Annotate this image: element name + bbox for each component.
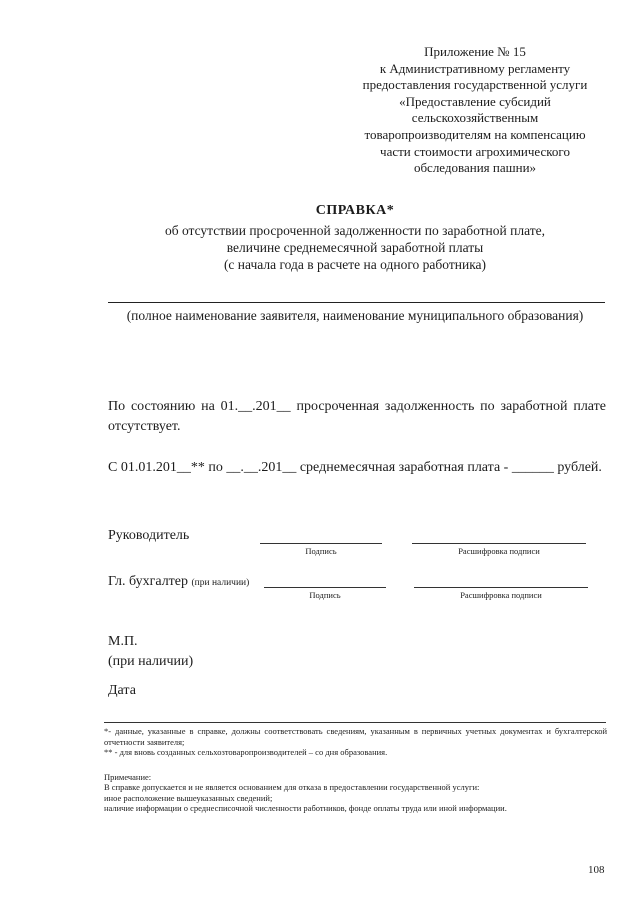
- appendix-line: части стоимости агрохимического: [380, 143, 570, 159]
- certificate-subtitle-line: (с начала года в расчете на одного работника): [223, 257, 487, 272]
- appendix-line: сельскохозяйственным: [411, 110, 539, 126]
- head-decoding-line[interactable]: [412, 543, 586, 544]
- stamp-label: М.П.: [108, 634, 138, 649]
- accountant-decoding-caption: Расшифровка подписи: [460, 590, 542, 600]
- accountant-signature-caption: Подпись: [309, 590, 341, 600]
- date-label: Дата: [108, 683, 136, 698]
- head-signature-caption: Подпись: [305, 546, 337, 556]
- stamp-note: (при наличии): [108, 654, 194, 669]
- appendix-line: Приложение № 15: [424, 44, 526, 59]
- stamp-block: [108, 632, 193, 672]
- footnote-divider: [104, 722, 606, 723]
- certificate-subtitle-line: об отсутствии просроченной задолженности по заработной плате,: [164, 223, 545, 238]
- remark-line: В справке допускается и не является основанием для отказа в предоставлении государственной услуги:: [104, 782, 480, 792]
- appendix-line: товаропроизводителям на компенсацию: [364, 126, 586, 142]
- footnote-1: *- данные, указанные в справке, должны соответствовать сведениям, указанным в первичных учетных документах и бухгалтерской отчетности заявителя;: [104, 726, 607, 747]
- head-decoding-caption: Расшифровка подписи: [458, 546, 540, 556]
- footnotes: [104, 726, 607, 814]
- head-signature-line[interactable]: [260, 543, 382, 544]
- remark-line: иное расположение вышеуказанных сведений;: [104, 792, 273, 803]
- accountant-label: Гл. бухгалтер: [108, 574, 189, 589]
- accountant-signature-line[interactable]: [264, 587, 386, 588]
- debt-status-paragraph: По состоянию на 01.__.201__ просроченная задолженность по заработной плате отсутствует.: [108, 399, 606, 434]
- accountant-label-row: [108, 574, 249, 590]
- certificate-title: СПРАВКА*: [315, 203, 395, 218]
- appendix-line: к Административному регламенту: [379, 60, 571, 76]
- page-number: 108: [588, 864, 605, 876]
- appendix-header: [330, 44, 620, 177]
- applicant-name-caption: (полное наименование заявителя, наименование муниципального образования): [126, 308, 584, 323]
- appendix-line: обследования пашни»: [413, 160, 537, 176]
- accountant-decoding-line[interactable]: [414, 587, 588, 588]
- appendix-line: предоставления государственной услуги: [362, 77, 588, 93]
- average-salary-paragraph: С 01.01.201__** по __.__.201__ среднемесячная заработная плата - ______ рублей.: [108, 460, 602, 475]
- appendix-line: «Предоставление субсидий: [399, 93, 551, 109]
- head-label: Руководитель: [108, 528, 190, 543]
- certificate-heading: [100, 202, 610, 273]
- applicant-name-field[interactable]: [108, 302, 605, 303]
- accountant-note: (при наличии): [191, 578, 250, 588]
- remark-title: Примечание:: [104, 771, 152, 782]
- certificate-subtitle-line: величине среднемесячной заработной платы: [226, 240, 484, 255]
- remark-line: наличие информации о среднесписочной численности работников, фонде оплаты труда или иной информации.: [104, 803, 507, 813]
- footnote-2: ** - для вновь созданных сельхозтоваропроизводителей – со дня образования.: [104, 747, 388, 757]
